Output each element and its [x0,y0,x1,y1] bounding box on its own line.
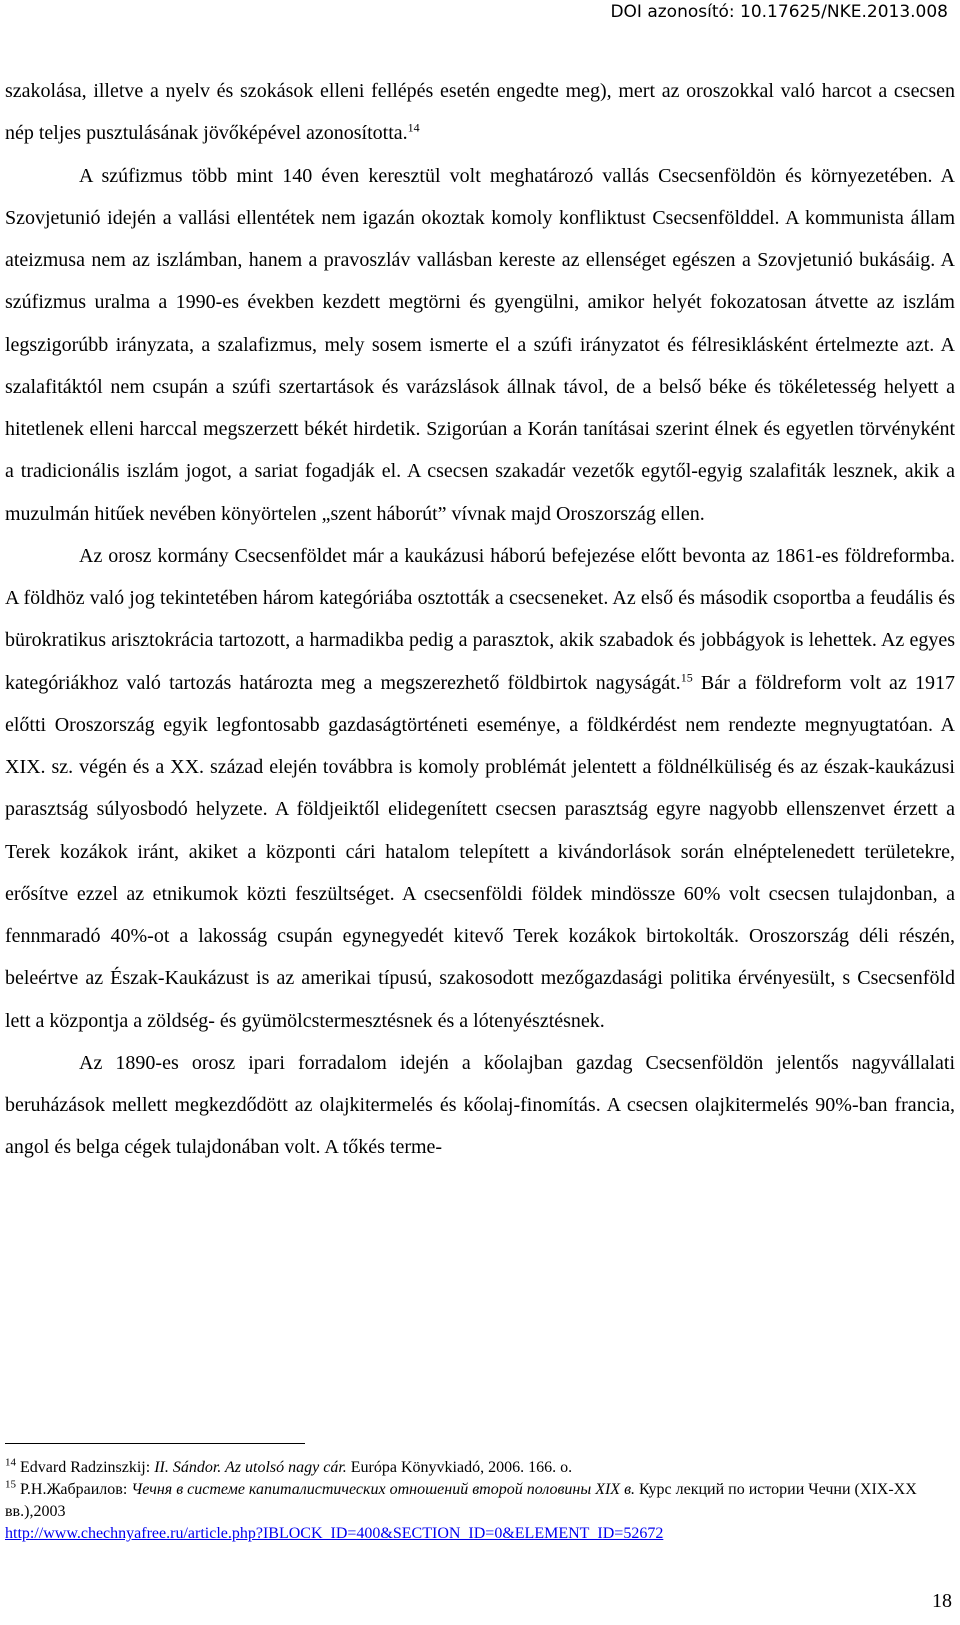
footnote-ref-14[interactable]: 14 [407,120,420,135]
footnote-separator [5,1443,305,1444]
footnotes [5,1457,955,1545]
paragraph-3-text-a: Az orosz kormány Csecsenföldet már a kaukázusi háború befejezése előtt bevonta az 1861-es földreformba. A földhöz való jog tekintetében három kategóriába osztották a csecseneket. Az első és második csoportba a feudális és bürokratikus arisztokrácia tartozott, a harmadikba pedig a parasztok, akik szabadok és jobbágyok is lehettek. Az egyes kategóriákhoz való tartozás határozta meg a megszerezhető földbirtok nagyságát. [5,544,955,694]
paragraph-3-text-b: Bár a földreform volt az 1917 előtti Oroszország egyik legfontosabb gazdaságtörténeti eseménye, a földkérdést nem rendezte megnyugtatóan. A XIX. sz. végén és a XX. század elején továbbra is komoly problémát jelentett a földnélküliség és az észak-kaukázusi parasztság súlyosbodó helyzete. A földjeiktől elidegenített csecsen parasztság egyre nagyobb ellenszenvet érzett a Terek kozákok iránt, akiket a központi cári hatalom telepített a kivándorlások során elnéptelenedett területekre, erősítve ezzel az etnikumok közti feszültséget. A csecsenföldi földek mindössze 60% volt csecsen tulajdonban, a fennmaradó 40%-ot a lakosság csupán egynegyedét kitevő Terek kozákok birtokolták. Oroszország déli részén, beleértve az Észak-Kaukázust is az amerikai típusú, szakosodott mezőgazdasági politika érvényesült, s Csecsenföld lett a központja a zöldség- és gyümölcstermesztésnek és a lótenyésztésnek. [5,671,955,1032]
paragraph-3 [5,535,955,1042]
paragraph-1 [5,70,955,155]
paragraph-4: Az 1890-es orosz ipari forradalom idején a kőolajban gazdag Csecsenföldön jelentős nagyvállalati beruházások mellett megkezdődött az olajkitermelés és kőolaj-finomítás. A csecsen olajkitermelés 90%-ban francia, angol és belga cégek tulajdonában volt. A tőkés terme- [5,1051,955,1159]
footnote-14 [5,1457,955,1479]
footnote-15-title: Чечня в системе капиталистических отношений второй половины XIX в. [131,1481,636,1498]
footnote-15-author: Р.Н.Жабраилов: [16,1481,132,1498]
footnote-ref-15[interactable]: 15 [680,669,693,684]
doi-header: DOI azonosító: 10.17625/NKE.2013.008 [610,2,948,22]
footnote-15-link[interactable]: http://www.chechnyafree.ru/article.php?IBLOCK_ID=400&SECTION_ID=0&ELEMENT_ID=52672 [5,1525,664,1542]
paragraph-2: A szúfizmus több mint 140 éven keresztül volt meghatározó vallás Csecsenföldön és környezetében. A Szovjetunió idején a vallási ellentétek nem igazán okoztak komoly konfliktust Csecsenfölddel. A kommunista állam ateizmusa nem az iszlámban, hanem a pravoszláv vallásban kereste az ellenséget egészen a Szovjetunió bukásáig. A szúfizmus uralma a 1990-es években kezdett megtörni és gyengülni, amikor helyét fokozatosan átvette az iszlám legszigorúbb irányzata, a szalafizmus, mely sosem ismerte el a szúfi irányzatot és félresiklásként értelmezte azt. A szalafitáktól nem csupán a szúfi szertartások és varázslások állnak távol, de a belső béke és tökéletesség helyett a hitetlenek elleni harccal megszerzett békét hirdetik. Szigorúan a Korán tanításai szerint élnek és egyetlen törvényként a tradicionális iszlám jogot, a sariat fogadják el. A csecsen szakadár vezetők egytől-egyig szalafiták lesznek, akik a muzulmán hitűek nevében könyörtelen „szent háborút” vívnak majd Oroszország ellen. [5,164,955,525]
footnote-14-author: Edvard Radzinszkij: [16,1459,155,1476]
footnote-15 [5,1479,955,1545]
paragraph-1-text: szakolása, illetve a nyelv és szokások elleni fellépés esetén engedte meg), mert az oroszokkal való harcot a csecsen nép teljes pusztulásának jövőképével azonosította. [5,80,955,145]
page-number: 18 [932,1590,952,1612]
footnote-15-number: 15 [5,1478,16,1491]
body-text [5,70,955,1169]
footnote-14-publisher: Európa Könyvkiadó, 2006. 166. o. [346,1459,573,1476]
footnote-14-number: 14 [5,1456,16,1469]
footnote-15-source: Курс лекций по истории Чечни (XIX-XX вв.),2003 [5,1481,917,1520]
footnote-14-title: II. Sándor. Az utolsó nagy cár. [154,1459,347,1476]
